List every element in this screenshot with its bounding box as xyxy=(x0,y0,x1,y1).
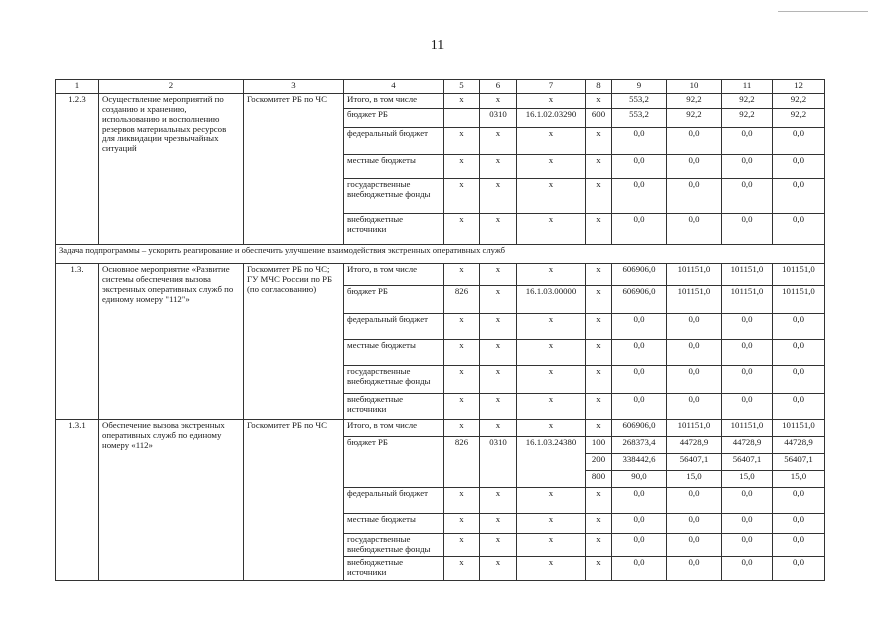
cell-col8: 100 xyxy=(586,437,612,454)
cell-col6: х xyxy=(480,214,517,245)
cell-col5: х xyxy=(444,94,480,109)
funding-source: внебюджетные источники xyxy=(344,557,444,581)
cell-col10: 0,0 xyxy=(667,155,722,179)
cell-col12: 0,0 xyxy=(773,155,825,179)
cell-col8: х xyxy=(586,340,612,366)
subprogram-task: Задача подпрограммы – ускорить реагирование и обеспечить улучшение взаимодействия экстренных оперативных служб xyxy=(56,245,825,264)
funding-source: бюджет РБ xyxy=(344,437,444,488)
cell-col11: 15,0 xyxy=(722,471,773,488)
cell-col11: 0,0 xyxy=(722,179,773,214)
cell-col6: х xyxy=(480,534,517,557)
cell-col5: х xyxy=(444,488,480,514)
cell-col9: 553,2 xyxy=(612,94,667,109)
column-number: 3 xyxy=(244,80,344,94)
cell-col11: 0,0 xyxy=(722,394,773,420)
cell-col12: 0,0 xyxy=(773,366,825,394)
cell-col8: х xyxy=(586,179,612,214)
cell-col11: 44728,9 xyxy=(722,437,773,454)
cell-col12: 101151,0 xyxy=(773,264,825,286)
cell-col6: х xyxy=(480,155,517,179)
cell-col10: 92,2 xyxy=(667,109,722,128)
cell-col12: 15,0 xyxy=(773,471,825,488)
cell-col9: 606906,0 xyxy=(612,264,667,286)
item-executor: Госкомитет РБ по ЧС xyxy=(244,94,344,245)
cell-col8: 600 xyxy=(586,109,612,128)
cell-col6: х xyxy=(480,179,517,214)
cell-col11: 0,0 xyxy=(722,534,773,557)
cell-col5: х xyxy=(444,534,480,557)
item-executor: Госкомитет РБ по ЧС xyxy=(244,420,344,581)
cell-col10: 0,0 xyxy=(667,394,722,420)
cell-col12: 101151,0 xyxy=(773,286,825,314)
column-number-row xyxy=(56,80,825,94)
cell-col10: 101151,0 xyxy=(667,420,722,437)
cell-col9: 0,0 xyxy=(612,128,667,155)
cell-col7: х xyxy=(517,214,586,245)
cell-col5: 826 xyxy=(444,437,480,488)
cell-col6: х xyxy=(480,514,517,534)
funding-source: Итого, в том числе xyxy=(344,264,444,286)
program-funding-table xyxy=(55,79,825,581)
cell-col9: 606906,0 xyxy=(612,286,667,314)
funding-source: местные бюджеты xyxy=(344,514,444,534)
funding-source: Итого, в том числе xyxy=(344,420,444,437)
cell-col5: х xyxy=(444,155,480,179)
cell-col9: 0,0 xyxy=(612,366,667,394)
cell-col9: 0,0 xyxy=(612,179,667,214)
column-number: 4 xyxy=(344,80,444,94)
cell-col8: х xyxy=(586,534,612,557)
cell-col12: 0,0 xyxy=(773,340,825,366)
cell-col11: 0,0 xyxy=(722,514,773,534)
cell-col7: х xyxy=(517,557,586,581)
cell-col10: 101151,0 xyxy=(667,264,722,286)
table-row xyxy=(56,420,825,437)
cell-col6: х xyxy=(480,314,517,340)
column-number: 9 xyxy=(612,80,667,94)
funding-source: федеральный бюджет xyxy=(344,488,444,514)
funding-source: государственные внебюджетные фонды xyxy=(344,534,444,557)
cell-col6: 0310 xyxy=(480,109,517,128)
funding-source: местные бюджеты xyxy=(344,340,444,366)
item-name: Обеспечение вызова экстренных оперативных служб по единому номеру «112» xyxy=(99,420,244,581)
column-number: 11 xyxy=(722,80,773,94)
cell-col12: 0,0 xyxy=(773,179,825,214)
cell-col9: 606906,0 xyxy=(612,420,667,437)
cell-col8: 200 xyxy=(586,454,612,471)
item-name: Основное мероприятие «Развитие системы обеспечения вызова экстренных оперативных служб по единому номеру "112"» xyxy=(99,264,244,420)
table-row xyxy=(56,245,825,264)
cell-col7: х xyxy=(517,488,586,514)
cell-col9: 0,0 xyxy=(612,155,667,179)
cell-col5: х xyxy=(444,557,480,581)
cell-col9: 90,0 xyxy=(612,471,667,488)
cell-col12: 0,0 xyxy=(773,314,825,340)
cell-col12: 0,0 xyxy=(773,557,825,581)
column-number: 5 xyxy=(444,80,480,94)
item-code: 1.3.1 xyxy=(56,420,99,581)
cell-col12: 0,0 xyxy=(773,514,825,534)
cell-col11: 101151,0 xyxy=(722,286,773,314)
cell-col8: х xyxy=(586,155,612,179)
cell-col8: х xyxy=(586,128,612,155)
cell-col9: 0,0 xyxy=(612,314,667,340)
cell-col6: х xyxy=(480,128,517,155)
cell-col9: 553,2 xyxy=(612,109,667,128)
scan-edge-line xyxy=(778,11,868,12)
cell-col7: х xyxy=(517,366,586,394)
cell-col8: х xyxy=(586,314,612,340)
cell-col9: 338442,6 xyxy=(612,454,667,471)
cell-col7: х xyxy=(517,340,586,366)
cell-col8: х xyxy=(586,94,612,109)
funding-source: государственные внебюджетные фонды xyxy=(344,179,444,214)
cell-col9: 268373,4 xyxy=(612,437,667,454)
cell-col5: х xyxy=(444,128,480,155)
cell-col10: 0,0 xyxy=(667,366,722,394)
funding-source: бюджет РБ xyxy=(344,109,444,128)
cell-col12: 0,0 xyxy=(773,534,825,557)
funding-source: федеральный бюджет xyxy=(344,128,444,155)
cell-col11: 56407,1 xyxy=(722,454,773,471)
column-number: 2 xyxy=(99,80,244,94)
column-number: 7 xyxy=(517,80,586,94)
cell-col10: 44728,9 xyxy=(667,437,722,454)
cell-col7: х xyxy=(517,155,586,179)
cell-col11: 92,2 xyxy=(722,94,773,109)
column-number: 8 xyxy=(586,80,612,94)
cell-col10: 0,0 xyxy=(667,557,722,581)
item-name: Осуществление мероприятий по созданию и хранению, использованию и восполнению резервов материальных ресурсов для ликвидации чрезвычайных ситуаций xyxy=(99,94,244,245)
cell-col10: 0,0 xyxy=(667,534,722,557)
cell-col8: х xyxy=(586,557,612,581)
cell-col10: 15,0 xyxy=(667,471,722,488)
cell-col12: 101151,0 xyxy=(773,420,825,437)
cell-col8: х xyxy=(586,420,612,437)
cell-col11: 101151,0 xyxy=(722,420,773,437)
cell-col6: х xyxy=(480,264,517,286)
cell-col7: 16.1.02.03290 xyxy=(517,109,586,128)
table-row xyxy=(56,94,825,109)
cell-col12: 44728,9 xyxy=(773,437,825,454)
cell-col12: 0,0 xyxy=(773,128,825,155)
cell-col12: 92,2 xyxy=(773,94,825,109)
cell-col9: 0,0 xyxy=(612,340,667,366)
cell-col6: х xyxy=(480,94,517,109)
cell-col7: х xyxy=(517,264,586,286)
cell-col5: х xyxy=(444,394,480,420)
page-number: 11 xyxy=(430,38,445,53)
cell-col8: х xyxy=(586,488,612,514)
cell-col6: х xyxy=(480,420,517,437)
cell-col12: 0,0 xyxy=(773,488,825,514)
cell-col7: х xyxy=(517,420,586,437)
cell-col5: х xyxy=(444,340,480,366)
cell-col5: х xyxy=(444,214,480,245)
cell-col8: х xyxy=(586,394,612,420)
cell-col5: х xyxy=(444,366,480,394)
cell-col10: 101151,0 xyxy=(667,286,722,314)
cell-col8: х xyxy=(586,514,612,534)
funding-source: федеральный бюджет xyxy=(344,314,444,340)
cell-col10: 0,0 xyxy=(667,488,722,514)
item-executor: Госкомитет РБ по ЧС; ГУ МЧС России по РБ (по согласованию) xyxy=(244,264,344,420)
cell-col10: 0,0 xyxy=(667,214,722,245)
cell-col8: х xyxy=(586,214,612,245)
funding-source: внебюджетные источники xyxy=(344,214,444,245)
cell-col11: 0,0 xyxy=(722,488,773,514)
cell-col10: 0,0 xyxy=(667,340,722,366)
cell-col10: 0,0 xyxy=(667,128,722,155)
cell-col7: х xyxy=(517,394,586,420)
cell-col7: х xyxy=(517,179,586,214)
cell-col9: 0,0 xyxy=(612,214,667,245)
funding-source: внебюджетные источники xyxy=(344,394,444,420)
cell-col7: 16.1.03.00000 xyxy=(517,286,586,314)
cell-col7: 16.1.03.24380 xyxy=(517,437,586,488)
cell-col10: 0,0 xyxy=(667,514,722,534)
cell-col6: х xyxy=(480,394,517,420)
cell-col11: 0,0 xyxy=(722,314,773,340)
cell-col11: 0,0 xyxy=(722,340,773,366)
cell-col11: 101151,0 xyxy=(722,264,773,286)
cell-col6: х xyxy=(480,366,517,394)
cell-col6: 0310 xyxy=(480,437,517,488)
cell-col8: х xyxy=(586,366,612,394)
cell-col5: 826 xyxy=(444,286,480,314)
cell-col12: 0,0 xyxy=(773,394,825,420)
cell-col11: 0,0 xyxy=(722,155,773,179)
cell-col7: х xyxy=(517,314,586,340)
column-number: 12 xyxy=(773,80,825,94)
cell-col12: 92,2 xyxy=(773,109,825,128)
column-number: 10 xyxy=(667,80,722,94)
cell-col10: 0,0 xyxy=(667,179,722,214)
cell-col9: 0,0 xyxy=(612,514,667,534)
funding-source: государственные внебюджетные фонды xyxy=(344,366,444,394)
table-row xyxy=(56,264,825,286)
funding-source: Итого, в том числе xyxy=(344,94,444,109)
item-code: 1.2.3 xyxy=(56,94,99,245)
cell-col5: х xyxy=(444,314,480,340)
cell-col11: 92,2 xyxy=(722,109,773,128)
cell-col9: 0,0 xyxy=(612,534,667,557)
cell-col11: 0,0 xyxy=(722,128,773,155)
cell-col5: х xyxy=(444,264,480,286)
column-number: 1 xyxy=(56,80,99,94)
cell-col11: 0,0 xyxy=(722,214,773,245)
cell-col10: 92,2 xyxy=(667,94,722,109)
cell-col9: 0,0 xyxy=(612,557,667,581)
cell-col8: х xyxy=(586,264,612,286)
cell-col6: х xyxy=(480,557,517,581)
cell-col5: х xyxy=(444,514,480,534)
cell-col12: 0,0 xyxy=(773,214,825,245)
cell-col12: 56407,1 xyxy=(773,454,825,471)
cell-col9: 0,0 xyxy=(612,488,667,514)
item-code: 1.3. xyxy=(56,264,99,420)
cell-col5 xyxy=(444,109,480,128)
cell-col8: 800 xyxy=(586,471,612,488)
cell-col11: 0,0 xyxy=(722,366,773,394)
cell-col6: х xyxy=(480,488,517,514)
funding-source: бюджет РБ xyxy=(344,286,444,314)
cell-col6: х xyxy=(480,340,517,366)
cell-col7: х xyxy=(517,128,586,155)
funding-source: местные бюджеты xyxy=(344,155,444,179)
column-number: 6 xyxy=(480,80,517,94)
cell-col5: х xyxy=(444,179,480,214)
cell-col10: 56407,1 xyxy=(667,454,722,471)
cell-col7: х xyxy=(517,514,586,534)
cell-col8: х xyxy=(586,286,612,314)
cell-col5: х xyxy=(444,420,480,437)
cell-col10: 0,0 xyxy=(667,314,722,340)
cell-col7: х xyxy=(517,94,586,109)
cell-col7: х xyxy=(517,534,586,557)
cell-col11: 0,0 xyxy=(722,557,773,581)
cell-col6: х xyxy=(480,286,517,314)
cell-col9: 0,0 xyxy=(612,394,667,420)
